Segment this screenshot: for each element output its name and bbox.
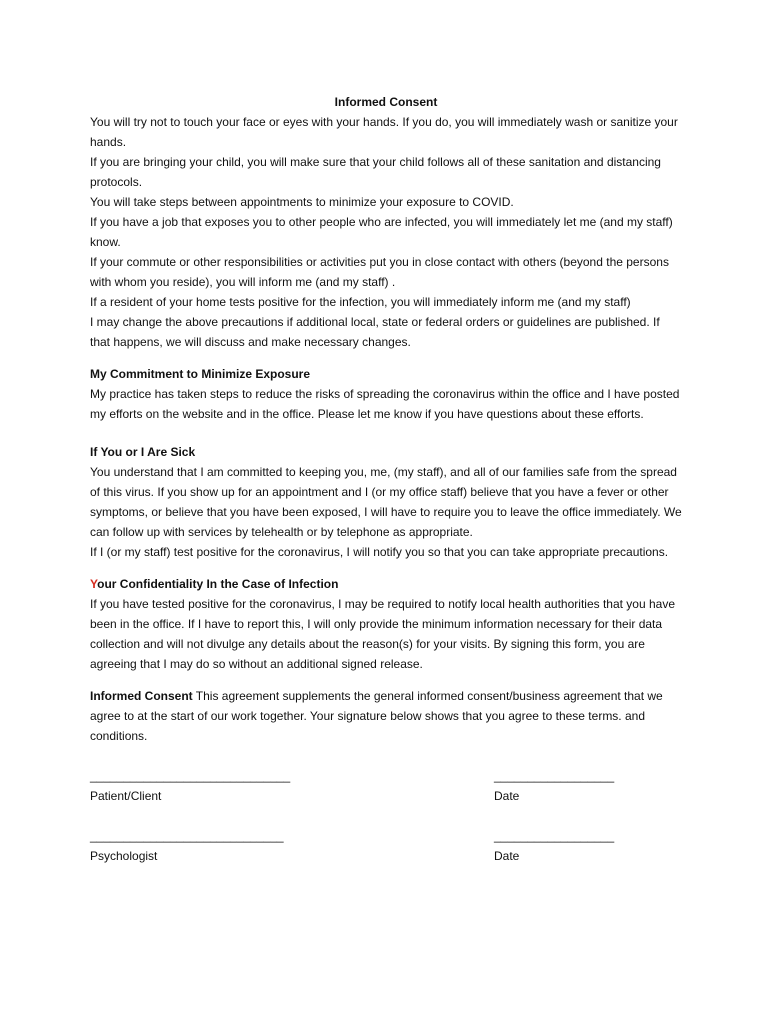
sick-body-2: If I (or my staff) test positive for the coronavirus, I will notify you so that you can take appropriate precautions. xyxy=(90,545,669,559)
agreement-label: Informed Consent xyxy=(90,689,193,703)
document-title: Informed Consent xyxy=(334,95,438,109)
precaution-line: You will try not to touch your face or eyes with your hands. If you do, you will immediately wash or sanitize your hands. xyxy=(90,115,678,149)
intro-precautions xyxy=(90,112,682,352)
sick-body: You understand that I am committed to keeping you, me, (my staff), and all of our families safe from the spread of this virus. If you show up for an appointment and I (or my office staff) believe that you have a fever or other symptoms, or believe that you have been exposed, I will have to require you to leave the office immediately. We can follow up with services by telehealth or by telephone as appropriate. xyxy=(90,465,682,539)
confidentiality-heading xyxy=(90,574,682,594)
precaution-line: If your commute or other responsibilities or activities put you in close contact with others (beyond the persons with whom you reside), you will inform me (and my staff) . xyxy=(90,255,669,289)
confidentiality-body: If you have tested positive for the coronavirus, I may be required to notify local health authorities that you have been in the office. If I have to report this, I will only provide the minimum information necessary for their data collection and will not divulge any details about the reason(s) for your visits. By signing this form, you are agreeing that I may do so without an additional signed release. xyxy=(90,597,675,671)
commitment-section xyxy=(90,364,682,424)
patient-signature-label: Patient/Client xyxy=(90,789,162,803)
patient-date-label: Date xyxy=(494,789,520,803)
psychologist-signature-label: Psychologist xyxy=(90,849,158,863)
confidentiality-heading-rest: our Confidentiality In the Case of Infection xyxy=(97,577,339,591)
psychologist-signature-line[interactable]: _____________________________ xyxy=(90,829,284,843)
sick-section xyxy=(90,442,682,562)
signature-row-patient xyxy=(90,766,620,806)
precaution-line: If you have a job that exposes you to other people who are infected, you will immediately let me (and my staff) know. xyxy=(90,215,673,249)
commitment-body: My practice has taken steps to reduce the risks of spreading the coronavirus within the office and I have posted my efforts on the website and in the office. Please let me know if you have questions about these efforts. xyxy=(90,387,680,421)
confidentiality-section xyxy=(90,574,682,674)
sick-heading: If You or I Are Sick xyxy=(90,445,196,459)
precaution-line: If you are bringing your child, you will make sure that your child follows all of these sanitation and distancing protocols. xyxy=(90,155,661,189)
precaution-line: If a resident of your home tests positive for the infection, you will immediately inform me (and my staff) xyxy=(90,295,631,309)
patient-signature-line[interactable]: ______________________________ xyxy=(90,769,291,783)
commitment-heading: My Commitment to Minimize Exposure xyxy=(90,367,311,381)
confidentiality-heading-initial: Y xyxy=(90,577,98,591)
agreement-body: This agreement supplements the general informed consent/business agreement that we agree to at the start of our work together. Your signature below shows that you agree to these terms. and conditions. xyxy=(90,689,663,743)
agreement-section xyxy=(90,686,682,746)
precaution-line: You will take steps between appointments to minimize your exposure to COVID. xyxy=(90,195,514,209)
signature-row-psychologist xyxy=(90,826,620,866)
patient-date-line[interactable]: __________________ xyxy=(494,769,615,783)
precaution-line: I may change the above precautions if additional local, state or federal orders or guidelines are published. If that happens, we will discuss and make necessary changes. xyxy=(90,315,660,349)
document-page xyxy=(90,92,682,866)
psychologist-date-line[interactable]: __________________ xyxy=(494,829,615,843)
psychologist-date-label: Date xyxy=(494,849,520,863)
agreement-paragraph xyxy=(90,686,682,746)
